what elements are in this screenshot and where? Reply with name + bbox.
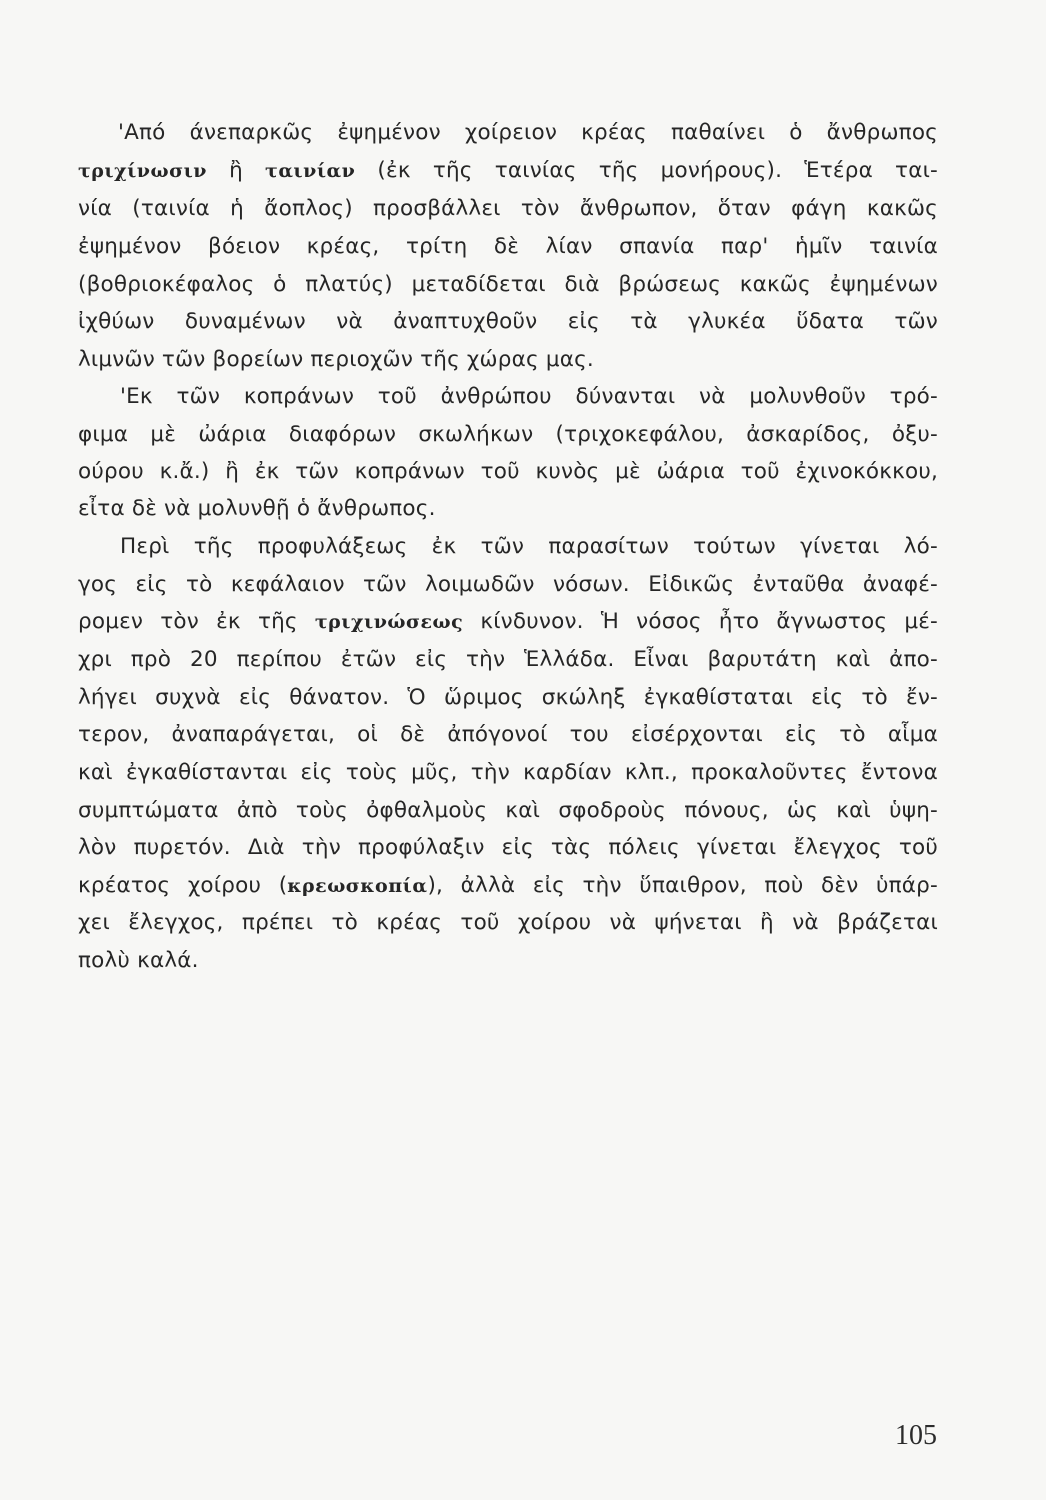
text-line xyxy=(78,156,938,186)
text-span: καὶ ἐγκαθίστανται εἰς τοὺς μῦς, τὴν καρδίαν κλπ., προκαλοῦντες ἔντονα xyxy=(78,760,938,785)
text-span: (ἐκ τῆς ταινίας τῆς μονήρους). Ἑτέρα ται- xyxy=(355,158,938,183)
text-span: ἐψημένον βόειον κρέας, τρίτη δὲ λίαν σπανία παρ' ἡμῖν ταινία xyxy=(78,234,938,259)
text-line xyxy=(78,307,938,337)
text-line xyxy=(78,833,938,863)
text-line xyxy=(78,270,938,300)
text-span: (βοθριοκέφαλος ὁ πλατύς) μεταδίδεται διὰ βρώσεως κακῶς ἐψημένων xyxy=(78,272,938,297)
text-line xyxy=(78,457,938,487)
text-span: λήγει συχνὰ εἰς θάνατον. Ὁ ὥριμος σκώληξ ἐγκαθίσταται εἰς τὸ ἔν- xyxy=(78,685,938,710)
text-span: συμπτώματα ἀπὸ τοὺς ὀφθαλμοὺς καὶ σφοδροὺς πόνους, ὡς καὶ ὑψη- xyxy=(78,798,938,823)
text-span: ἢ xyxy=(206,158,266,183)
text-span: νία (ταινία ἡ ἄοπλος) προσβάλλει τὸν ἄνθρωπον, ὅταν φάγη κακῶς xyxy=(78,196,938,221)
text-span: ἰχθύων δυναμένων νὰ ἀναπτυχθοῦν εἰς τὰ γλυκέα ὕδατα τῶν xyxy=(78,309,938,334)
text-span: Περὶ τῆς προφυλάξεως ἐκ τῶν παρασίτων τούτων γίνεται λό- xyxy=(120,534,938,559)
text-span: 'Από άνεπαρκῶς ἐψημένον χοίρειον κρέας παθαίνει ὁ ἄνθρωπος xyxy=(118,120,938,145)
text-span: λιμνῶν τῶν βορείων περιοχῶν τῆς χώρας μας. xyxy=(78,347,594,372)
text-line xyxy=(78,683,938,713)
text-span: γος εἰς τὸ κεφάλαιον τῶν λοιμωδῶν νόσων. Εἰδικῶς ἐνταῦθα ἀναφέ- xyxy=(78,572,938,597)
text-span: πολὺ καλά. xyxy=(78,948,199,973)
text-line xyxy=(78,194,938,224)
text-line xyxy=(78,908,938,938)
text-span: χρι πρὸ 20 περίπου ἐτῶν εἰς τὴν Ἑλλάδα. Εἶναι βαρυτάτη καὶ ἀπο- xyxy=(78,647,938,672)
text-span: ), ἀλλὰ εἰς τὴν ὕπαιθρον, ποὺ δὲν ὑπάρ- xyxy=(427,873,938,898)
text-span: φιμα μὲ ὠάρια διαφόρων σκωλήκων (τριχοκεφάλου, ἀσκαρίδος, ὀξυ- xyxy=(78,422,938,447)
text-span: τερον, ἀναπαράγεται, οἱ δὲ ἀπόγονοί του εἰσέρχονται εἰς τὸ αἷμα xyxy=(78,722,938,747)
text-line xyxy=(78,232,938,262)
text-line xyxy=(78,871,938,901)
text-span: εἶτα δὲ νὰ μολυνθῇ ὁ ἄνθρωπος. xyxy=(78,496,436,521)
text-line xyxy=(118,118,938,148)
text-span: 'Εκ τῶν κοπράνων τοῦ ἀνθρώπου δύνανται νὰ μολυνθοῦν τρό- xyxy=(120,384,938,409)
text-span: ρομεν τὸν ἐκ τῆς xyxy=(78,609,315,634)
text-line xyxy=(78,607,938,637)
text-span: ούρου κ.ἄ.) ἢ ἐκ τῶν κοπράνων τοῦ κυνὸς μὲ ὠάρια τοῦ ἐχινοκόκκου, xyxy=(78,459,938,484)
text-span: κίνδυνον. Ἡ νόσος ἦτο ἄγνωστος μέ- xyxy=(463,609,938,634)
text-line xyxy=(78,720,938,750)
bold-term: τριχίνωσιν xyxy=(78,160,207,182)
text-line xyxy=(78,946,938,976)
text-line xyxy=(78,570,938,600)
text-line xyxy=(78,645,938,675)
text-span: κρέατος χοίρου ( xyxy=(78,873,288,898)
bold-term: κρεωσκοπία xyxy=(287,875,428,897)
text-line xyxy=(78,758,938,788)
text-line xyxy=(120,382,938,412)
bold-term: ταινίαν xyxy=(265,160,356,182)
text-span: λὸν πυρετόν. Διὰ τὴν προφύλαξιν εἰς τὰς πόλεις γίνεται ἔλεγχος τοῦ xyxy=(78,835,938,860)
text-line xyxy=(78,345,938,375)
text-line xyxy=(78,494,938,524)
bold-term: τριχινώσεως xyxy=(314,611,464,633)
text-line xyxy=(78,420,938,450)
text-line xyxy=(78,796,938,826)
text-span: χει ἔλεγχος, πρέπει τὸ κρέας τοῦ χοίρου νὰ ψήνεται ἢ νὰ βράζεται xyxy=(78,910,938,935)
page-number: 105 xyxy=(895,1420,937,1451)
text-line xyxy=(120,532,938,562)
